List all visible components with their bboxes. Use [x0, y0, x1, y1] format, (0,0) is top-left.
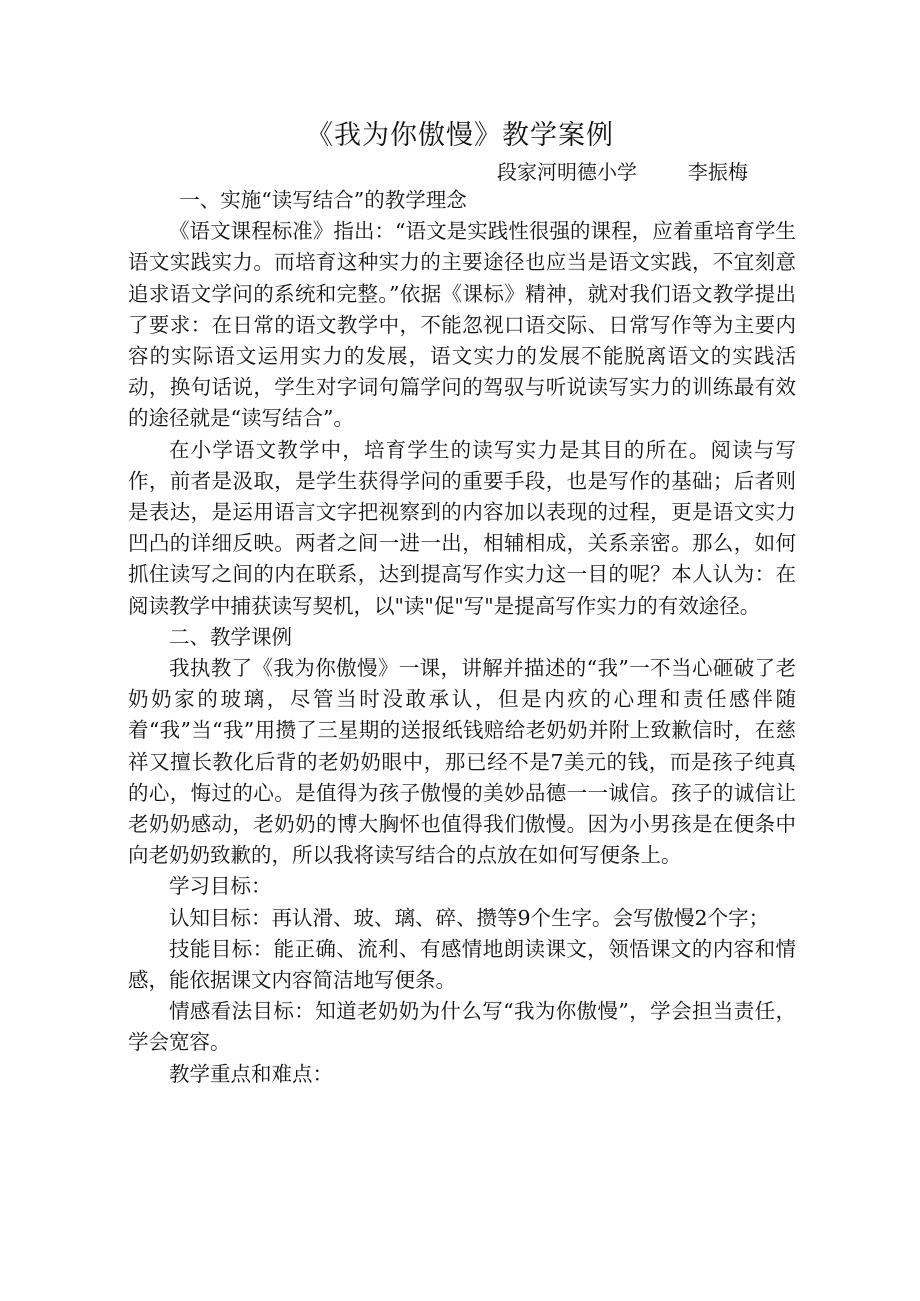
paragraph-lesson-case: 我执教了《我为你傲慢》一课，讲解并描述的“我”一不当心砸破了老奶奶家的玻璃，尽管当时没敢承认，但是内疚的心理和责任感伴随着“我”当“我”用攒了三星期的送报纸钱赔给老奶奶并附上致歉信时，在慈祥又擅长教化后背的老奶奶眼中，那已经不是7美元的钱，而是孩子纯真的心，悔过的心。是值得为孩子傲慢的美妙品德一一诚信。孩子的诚信让老奶奶感动，老奶奶的博大胸怀也值得我们傲慢。因为小男孩是在便条中向老奶奶致歉的，所以我将读写结合的点放在如何写便条上。	[128, 656, 796, 868]
document-body	[128, 185, 796, 1090]
section-heading-1: 一、实施“读写结合”的教学理念	[179, 188, 467, 212]
paragraph-reading-writing: 在小学语文教学中，培育学生的读写实力是其目的所在。阅读与写作，前者是汲取，是学生获得学问的重要手段，也是写作的基础；后者则是表达，是运用语言文字把视察到的内容加以表现的过程，更是语文实力凹凸的详细反映。两者之间一进一出，相辅相成，关系亲密。那么，如何抓住读写之间的内在联系，达到提高写作实力这一目的呢？本人认为：在阅读教学中捕获读写契机，以"读"促"写"是提高写作实力的有效途径。	[128, 437, 796, 618]
section-heading-2: 二、教学课例	[169, 624, 292, 649]
paragraph-cognitive-goal: 认知目标：再认滑、玻、璃、碎、攒等9个生字。会写傲慢2个字；	[169, 905, 770, 930]
paragraph-curriculum-standard: 《语文课程标准》指出：“语文是实践性很强的课程，应着重培育学生语文实践实力。而培育这种实力的主要途径也应当是语文实践，不宜刻意追求语文学问的系统和完整。”依据《课标》精神，就对我们语文教学提出了要求：在日常的语文教学中，不能忽视口语交际、日常写作等为主要内容的实际语文运用实力的发展，语文实力的发展不能脱离语文的实践活动，换句话说，学生对字词句篇学问的驾驭与听说读写实力的训练最有效的途径就是“读写结合”。	[128, 219, 796, 431]
paragraph-learning-goals: 学习目标：	[169, 874, 272, 899]
document-title: 《我为你傲慢》教学案例	[306, 120, 614, 151]
paragraph-skill-goal: 技能目标：能正确、流利、有感情地朗读课文，领悟课文的内容和情感，能依据课文内容简洁地写便条。	[128, 936, 796, 993]
paragraph-emotion-goal: 情感看法目标：知道老奶奶为什么写“我为你傲慢”，学会担当责任，学会宽容。	[128, 999, 796, 1055]
author-line: 段家河明德小学 李振梅	[497, 160, 748, 184]
paragraph-key-points: 教学重点和难点：	[169, 1061, 333, 1086]
